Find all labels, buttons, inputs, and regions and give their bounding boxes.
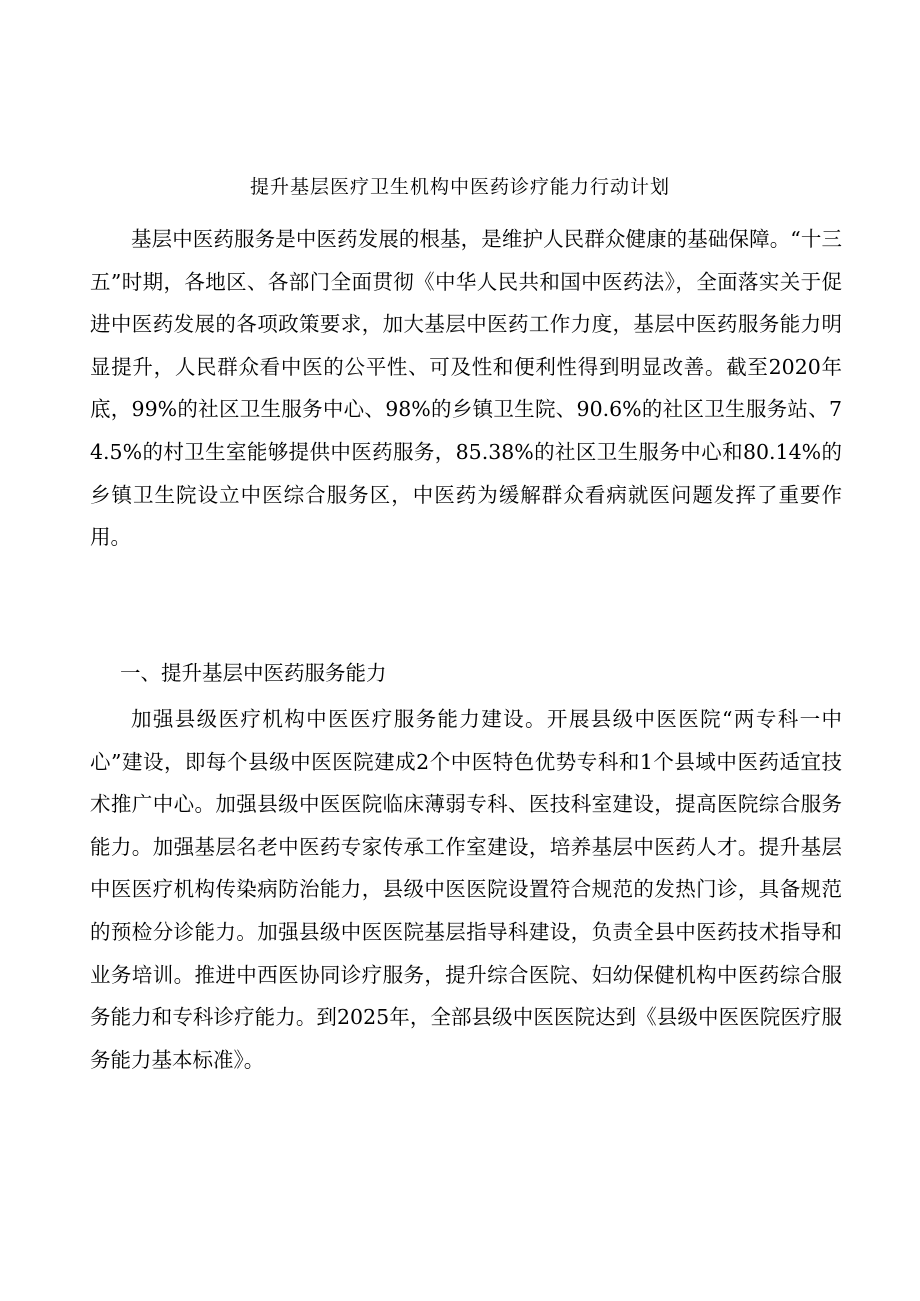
document-title: 提升基层医疗卫生机构中医药诊疗能力行动计划 (249, 176, 670, 198)
intro-paragraph: 基层中医药服务是中医药发展的根基，是维护人民群众健康的基础保障。“十三五”时期，各地区、各部门全面贯彻《中华人民共和国中医药法》，全面落实关于促进中医药发展的各项政策要求，加大基层中医药工作力度，基层中医药服务能力明显提升，人民群众看中医的公平性、可及性和便利性得到明显改善。截至2020年底，99%的社区卫生服务中心、98%的乡镇卫生院、90.6%的社区卫生服务站、74.5%的村卫生室能够提供中医药服务，85.38%的社区卫生服务中心和80.14%的乡镇卫生院设立中医综合服务区，中医药为缓解群众看病就医问题发挥了重要作用。 (90, 227, 842, 550)
section-paragraph: 加强县级医疗机构中医医疗服务能力建设。开展县级中医医院“两专科一中心”建设，即每个县级中医医院建成2个中医特色优势专科和1个县域中医药适宜技术推广中心。加强县级中医医院临床薄弱专科、医技科室建设，提高医院综合服务能力。加强基层名老中医药专家传承工作室建设，培养基层中医药人才。提升基层中医医疗机构传染病防治能力，县级中医医院设置符合规范的发热门诊，具备规范的预检分诊能力。加强县级中医医院基层指导科建设，负责全县中医药技术指导和业务培训。推进中西医协同诊疗服务，提升综合医院、妇幼保健机构中医药综合服务能力和专科诊疗能力。到2025年，全部县级中医医院达到《县级中医医院医疗服务能力基本标准》。 (90, 707, 842, 1072)
section-heading: 一、提升基层中医药服务能力 (120, 661, 387, 685)
